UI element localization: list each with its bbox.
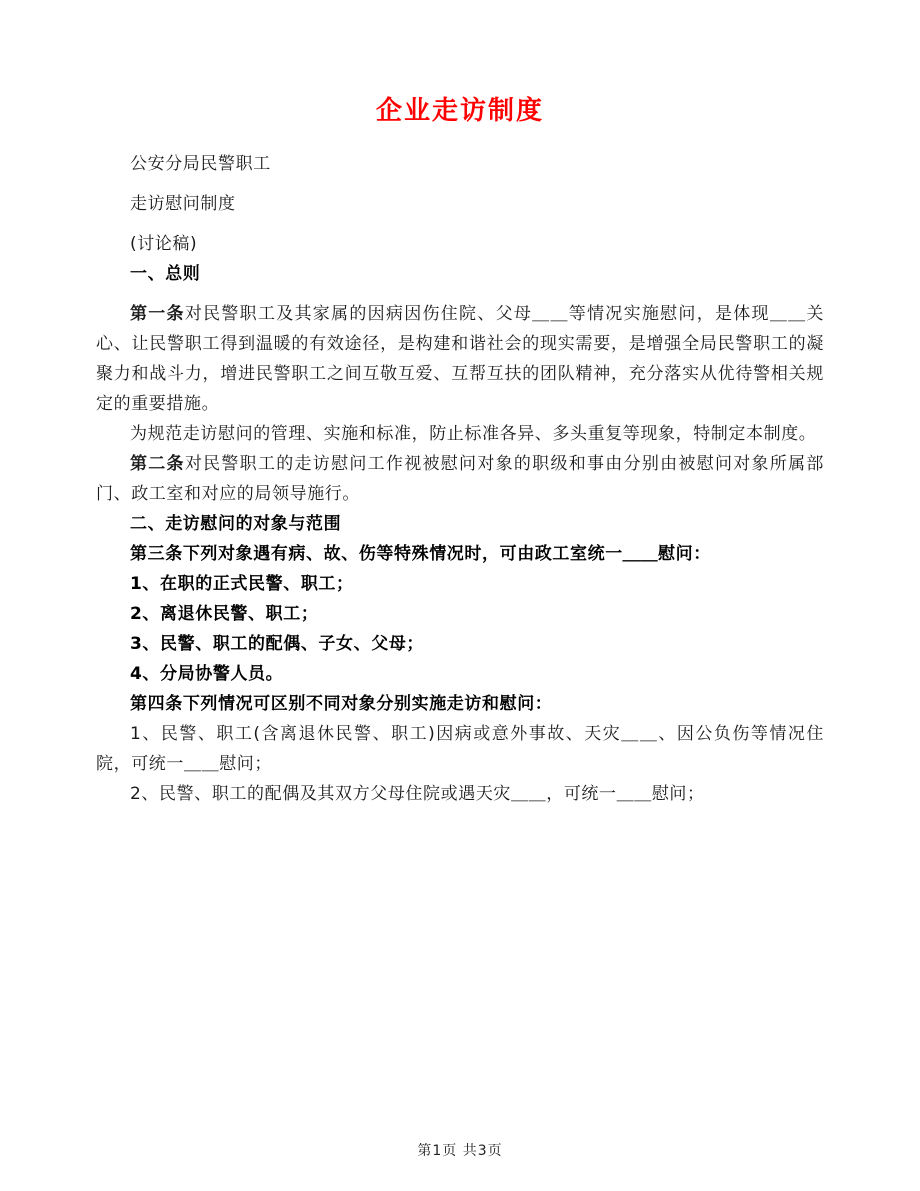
article-3-text: 下列对象遇有病、故、伤等特殊情况时，可由政工室统一＿＿慰问： bbox=[182, 544, 711, 565]
header-line-2: 走访慰问制度 bbox=[130, 194, 236, 215]
list-item: 1、民警、职工(含离退休民警、职工)因病或意外事故、天灾＿＿、因公负伤等情况住院，可统一＿＿慰问； bbox=[96, 724, 824, 775]
article-3-paragraph bbox=[96, 539, 824, 569]
document-body bbox=[0, 149, 920, 809]
article-4-label: 第四条 bbox=[130, 694, 183, 715]
article-2-paragraph bbox=[96, 449, 824, 509]
article-4-text: 下列情况可区别不同对象分别实施走访和慰问： bbox=[182, 694, 553, 715]
section-heading-2: 二、走访慰问的对象与范围 bbox=[130, 514, 342, 535]
article-1-paragraph bbox=[96, 299, 824, 419]
section-heading-1: 一、总则 bbox=[130, 264, 201, 285]
article-3-label: 第三条 bbox=[130, 544, 183, 565]
list-item: 4、分局协警人员。 bbox=[130, 664, 284, 685]
page-title: 企业走访制度 bbox=[375, 96, 544, 126]
list-item: 3、民警、职工的配偶、子女、父母； bbox=[130, 634, 425, 655]
page-footer: 第1页 共3页 bbox=[417, 1143, 503, 1159]
article-1-text: 对民警职工及其家属的因病因伤住院、父母＿＿等情况实施慰问，是体现＿＿关心、让民警职工得到温暖的有效途径，是构建和谐社会的现实需要，是增强全局民警职工的凝聚力和战斗力，增进民警职工之间互敬互爱、互帮互扶的团队精神，充分落实从优待警相关规定的重要措施。 bbox=[96, 304, 824, 415]
header-line-3: (讨论稿) bbox=[130, 234, 198, 255]
list-item: 2、民警、职工的配偶及其双方父母住院或遇天灾＿＿，可统一＿＿慰问； bbox=[130, 784, 705, 805]
article-2-text: 对民警职工的走访慰问工作视被慰问对象的职级和事由分别由被慰问对象所属部门、政工室和对应的局领导施行。 bbox=[96, 454, 824, 505]
list-item: 1、在职的正式民警、职工； bbox=[130, 574, 354, 595]
article-1-paragraph-2: 为规范走访慰问的管理、实施和标准，防止标准各异、多头重复等现象，特制定本制度。 bbox=[130, 424, 817, 445]
header-line-1: 公安分局民警职工 bbox=[130, 154, 271, 175]
article-1-label: 第一条 bbox=[130, 304, 185, 325]
article-2-label: 第二条 bbox=[130, 454, 185, 475]
list-item: 2、离退休民警、职工； bbox=[130, 604, 319, 625]
article-4-paragraph bbox=[96, 689, 824, 719]
